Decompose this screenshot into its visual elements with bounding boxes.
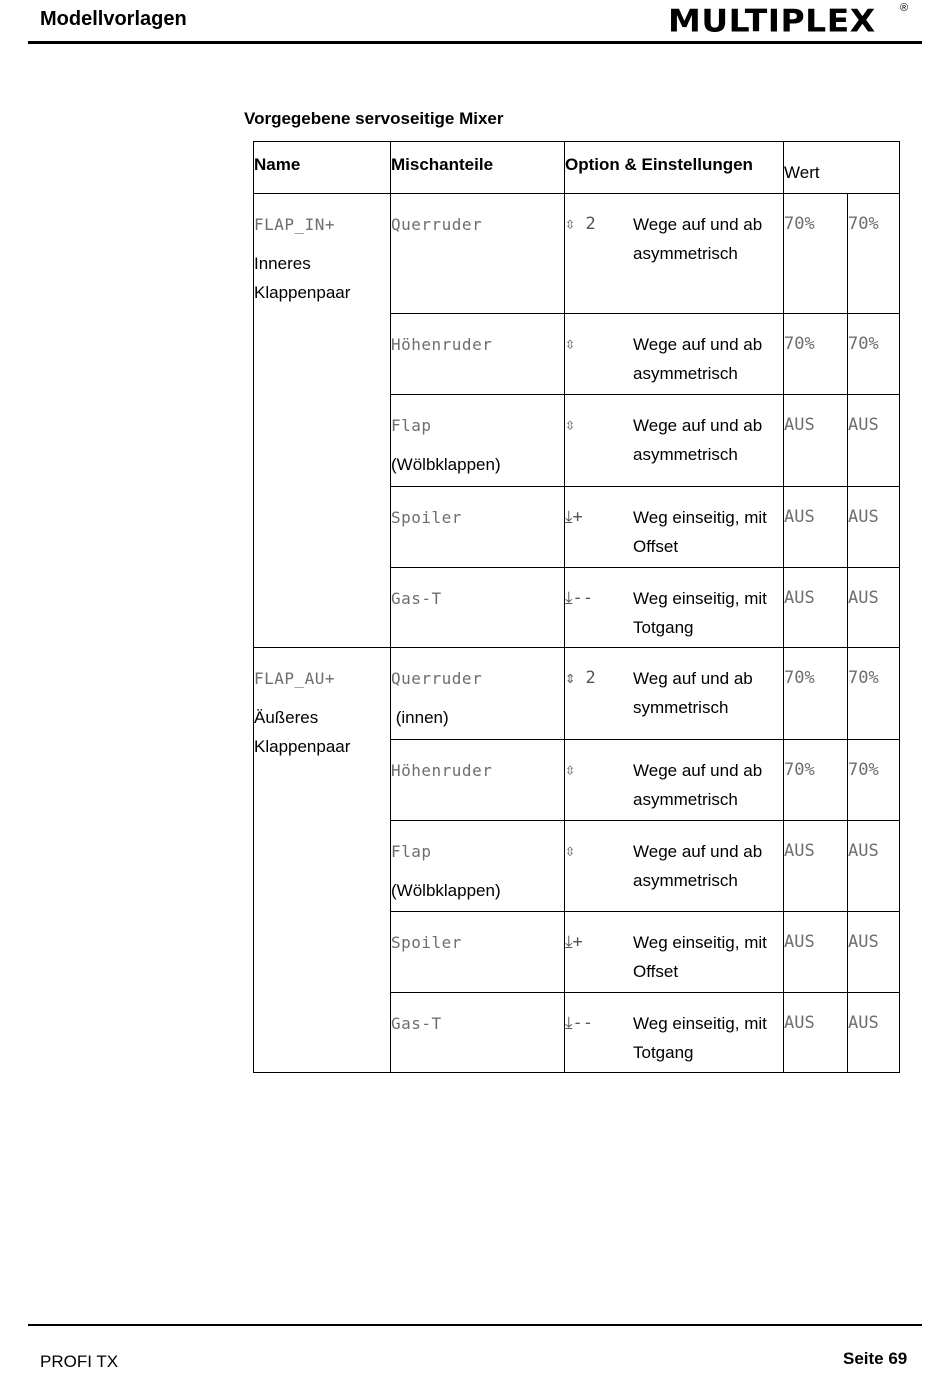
travel-mode-icon: ⇳ [565, 760, 576, 780]
mix-component-lcd: Querruder [391, 215, 483, 234]
multiplex-logo: MULTIPLEX [668, 2, 876, 40]
mix-component-note: (innen) [391, 708, 449, 727]
value-1: 70% [784, 194, 848, 314]
mixer-table [253, 141, 900, 1073]
value-1: AUS [784, 487, 848, 568]
mix-component-cell [391, 740, 565, 821]
option-cell [565, 194, 784, 314]
mix-component-cell [391, 395, 565, 487]
header-mix: Mischanteile [391, 142, 565, 194]
option-cell [565, 648, 784, 740]
mix-component-cell [391, 821, 565, 912]
mix-component-cell [391, 993, 565, 1073]
mixer-lcd-name: FLAP_AU+ [254, 669, 336, 688]
option-cell [565, 821, 784, 912]
mix-component-lcd: Gas-T [391, 1014, 442, 1033]
value-1: AUS [784, 993, 848, 1073]
value-2: AUS [848, 821, 900, 912]
travel-mode-icon: ⤓+ [565, 932, 583, 952]
mix-component-lcd: Flap [391, 842, 432, 861]
footer-page-number: Seite 69 [843, 1349, 908, 1368]
mixer-name-cell [254, 194, 391, 648]
option-text: asymmetrisch [633, 790, 738, 809]
option-text: Wege auf und ab [633, 335, 763, 354]
value-2: 70% [848, 648, 900, 740]
option-cell [565, 740, 784, 821]
travel-mode-icon: ⇳ [565, 415, 576, 435]
value-2: AUS [848, 395, 900, 487]
mix-component-note: (Wölbklappen) [391, 455, 501, 474]
mix-component-note: (Wölbklappen) [391, 881, 501, 900]
option-cell [565, 395, 784, 487]
travel-mode-icon: ⇳ [565, 841, 576, 861]
option-text: Weg auf und ab [633, 669, 753, 688]
value-1: 70% [784, 314, 848, 395]
mix-component-cell [391, 568, 565, 648]
option-text: Offset [633, 962, 679, 981]
value-1: AUS [784, 821, 848, 912]
mix-component-lcd: Flap [391, 416, 432, 435]
travel-mode-icon: ⤓-- [565, 1013, 593, 1033]
mix-component-cell [391, 487, 565, 568]
option-text: Wege auf und ab [633, 215, 763, 234]
mixer-description: Inneres [254, 254, 311, 273]
option-text: Weg einseitig, mit [633, 1014, 767, 1033]
option-text: asymmetrisch [633, 445, 738, 464]
travel-mode-icon: ⇳ [565, 334, 576, 354]
mix-component-lcd: Spoiler [391, 933, 462, 952]
option-cell [565, 314, 784, 395]
option-cell [565, 993, 784, 1073]
mix-component-lcd: Höhenruder [391, 335, 493, 354]
option-text: Wege auf und ab [633, 416, 763, 435]
mix-component-cell [391, 314, 565, 395]
mix-component-cell [391, 912, 565, 993]
mixer-description: Äußeres [254, 708, 319, 727]
value-2: 70% [848, 740, 900, 821]
registered-mark: ® [900, 2, 909, 14]
footer-product: PROFI TX [40, 1352, 119, 1371]
option-text: Totgang [633, 618, 694, 637]
option-text: Offset [633, 537, 679, 556]
value-1: AUS [784, 912, 848, 993]
value-2: AUS [848, 487, 900, 568]
option-text: Wege auf und ab [633, 761, 763, 780]
travel-mode-icon: ⇳ 2 [565, 214, 596, 234]
mixer-description: Klappenpaar [254, 283, 351, 302]
travel-mode-icon: ⤓+ [565, 507, 583, 527]
travel-mode-icon: ⤓-- [565, 588, 593, 608]
value-2: AUS [848, 568, 900, 648]
value-2: 70% [848, 314, 900, 395]
value-1: AUS [784, 395, 848, 487]
header-name: Name [254, 142, 391, 194]
mix-component-cell [391, 648, 565, 740]
page-header-title: Modellvorlagen [40, 8, 187, 30]
value-1: 70% [784, 740, 848, 821]
header-option: Option & Einstellungen [565, 142, 784, 194]
header-value: Wert [784, 142, 900, 194]
option-text: Weg einseitig, mit [633, 589, 767, 608]
option-text: Totgang [633, 1043, 694, 1062]
table-row [254, 194, 900, 314]
mixer-description: Klappenpaar [254, 737, 351, 756]
header-divider [28, 41, 922, 44]
mixer-lcd-name: FLAP_IN+ [254, 215, 336, 234]
mix-component-cell [391, 194, 565, 314]
option-text: Weg einseitig, mit [633, 508, 767, 527]
table-header-row [254, 142, 900, 194]
option-text: Weg einseitig, mit [633, 933, 767, 952]
footer-divider [28, 1324, 922, 1326]
option-text: asymmetrisch [633, 244, 738, 263]
value-1: 70% [784, 648, 848, 740]
value-2: 70% [848, 194, 900, 314]
option-cell [565, 912, 784, 993]
value-2: AUS [848, 993, 900, 1073]
option-text: symmetrisch [633, 698, 729, 717]
option-cell [565, 568, 784, 648]
option-cell [565, 487, 784, 568]
mix-component-lcd: Gas-T [391, 589, 442, 608]
option-text: asymmetrisch [633, 364, 738, 383]
mix-component-lcd: Spoiler [391, 508, 462, 527]
mix-component-lcd: Querruder [391, 669, 483, 688]
value-2: AUS [848, 912, 900, 993]
table-row [254, 648, 900, 740]
travel-mode-icon: ⇕ 2 [565, 668, 596, 688]
mixer-name-cell [254, 648, 391, 1073]
section-title: Vorgegebene servoseitige Mixer [244, 109, 504, 128]
option-text: Wege auf und ab [633, 842, 763, 861]
value-1: AUS [784, 568, 848, 648]
mix-component-lcd: Höhenruder [391, 761, 493, 780]
option-text: asymmetrisch [633, 871, 738, 890]
